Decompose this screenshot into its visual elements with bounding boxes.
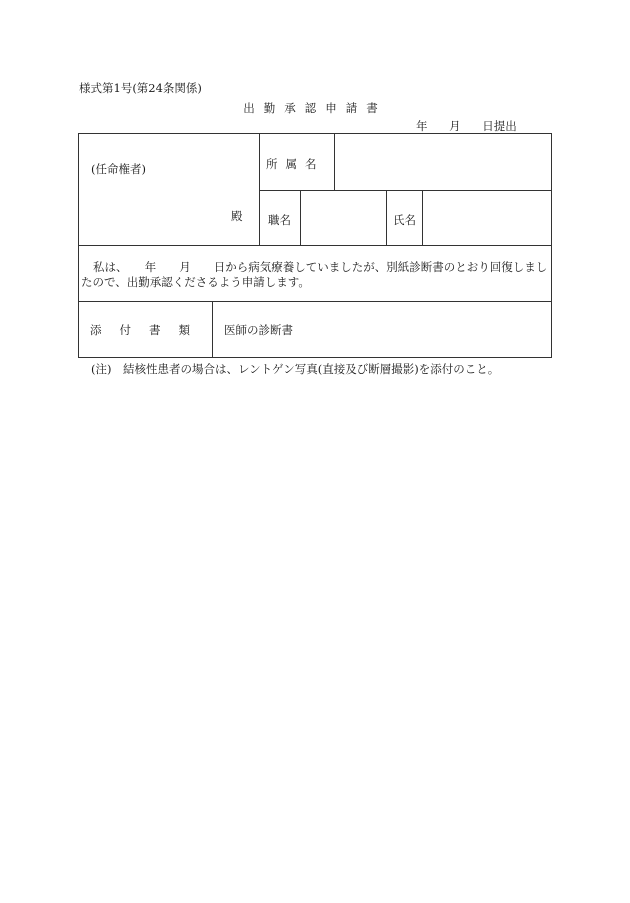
form-title: 出勤承認申請書 bbox=[243, 101, 387, 115]
application-statement: 私は、 年 月 日から病気療養していましたが、別紙診断書のとおり回復しましたので、出勤承認くださるよう申請します。 bbox=[81, 260, 548, 289]
divider bbox=[78, 301, 552, 302]
attachment-value: 医師の診断書 bbox=[224, 323, 293, 337]
divider bbox=[386, 190, 387, 245]
form-number: 様式第1号(第24条関係) bbox=[79, 81, 202, 95]
appointing-authority-label: (任命権者) bbox=[91, 162, 146, 176]
department-label: 所属名 bbox=[266, 157, 325, 171]
divider bbox=[212, 301, 213, 358]
honorific-dono: 殿 bbox=[231, 209, 243, 223]
divider bbox=[259, 133, 260, 245]
job-title-label: 職名 bbox=[268, 213, 291, 227]
submission-date-line: 年 月 日提出 bbox=[416, 119, 517, 133]
name-label: 氏名 bbox=[393, 213, 416, 227]
name-field[interactable] bbox=[423, 191, 551, 245]
footnote: (注) 結核性患者の場合は、レントゲン写真(直接及び断層撮影)を添付のこと。 bbox=[91, 362, 500, 376]
attachment-label: 添付書類 bbox=[90, 323, 208, 337]
divider bbox=[78, 245, 552, 246]
department-field[interactable] bbox=[335, 134, 551, 190]
job-title-field[interactable] bbox=[301, 191, 386, 245]
